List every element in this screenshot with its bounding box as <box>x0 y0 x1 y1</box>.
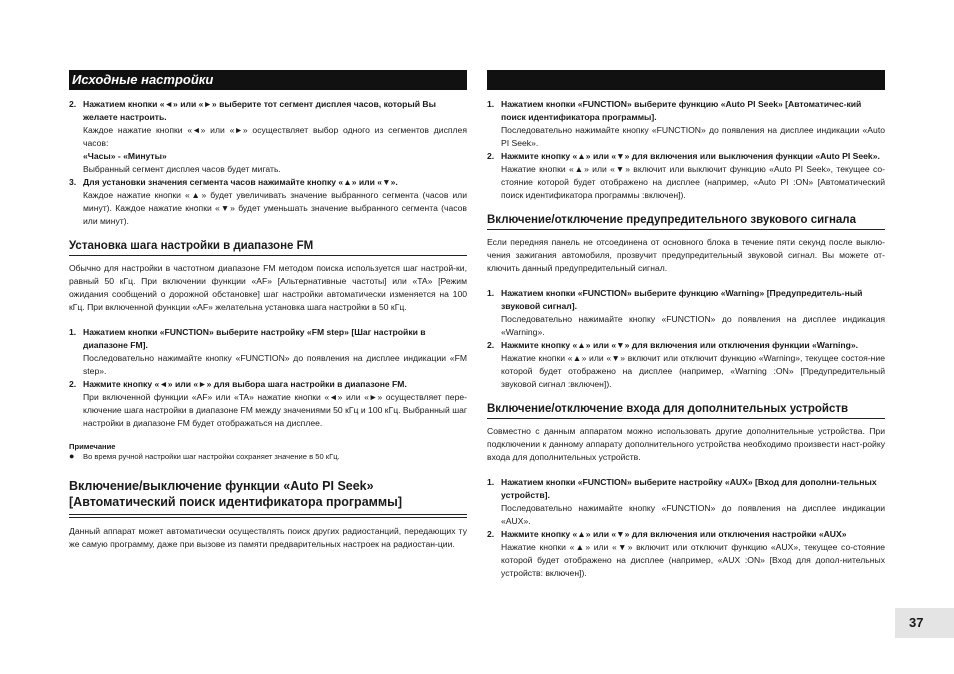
step-desc: Каждое нажатие кнопки «◄» или «►» осуществляет выбор одного из сегментов дисплея часов: <box>83 125 467 148</box>
step-desc: Нажатие кнопки «▲» или «▼» включит или выключит функцию «Auto PI Seek», текущее со-стояние которой будет отображено на дисплее (например, «Auto PI :ON» [Автоматический поиск идентификатора программы :включен]). <box>501 164 885 200</box>
note <box>69 451 467 462</box>
list-item <box>69 98 467 176</box>
step-desc: Каждое нажатие кнопки «▲» будет увеличивать значение выбранного сегмента (часов или минут). Каждое нажатие кнопки «▼» будет уменьшать значение выбранного сегмента (часов или минут). <box>83 190 467 226</box>
note-text: Во время ручной настройки шаг настройки сохраняет значение в 50 кГц. <box>83 452 340 461</box>
list-item <box>69 378 467 430</box>
list-item <box>487 528 885 580</box>
step-number: 2. <box>487 529 495 539</box>
step-desc: Выбранный сегмент дисплея часов будет мигать. <box>83 164 281 174</box>
step-desc: Последовательно нажимайте кнопку «FUNCTION» до появления на дисплее индикации «Auto PI Seek». <box>501 125 885 148</box>
paragraph: Если передняя панель не отсоединена от основного блока в течение пяти секунд после выклю-чения зажигания автомобиля, прозвучит предупредительный звуковой сигнал. Вы можете от-ключить данный предупредительный сигнал. <box>487 237 885 273</box>
step-desc: Последовательно нажимайте кнопку «FUNCTION» до появления на дисплее индикации «AUX». <box>501 503 885 526</box>
divider <box>487 229 885 230</box>
step-desc: Нажатие кнопки «▲» или «▼» включит или отключит функцию «Warning», текущее состоя-ние которой будет отображено на дисплее (например, «Warning :ON» [Предупредительный звуковой сигнал :включен]). <box>501 353 885 389</box>
step-desc: Нажатие кнопки «▲» или «▼» включит или отключит функцию «AUX», текущее со-стояние которой будет отображено на дисплее (например, «AUX :ON» [Вход для допол-нительных устройств: включен]). <box>501 542 885 578</box>
right-column <box>487 70 885 580</box>
section-title-bar: Исходные настройки <box>69 70 467 90</box>
step-lead: Нажмите кнопку «▲» или «▼» для включения или отключения функции «Warning». <box>501 340 859 350</box>
divider <box>69 514 467 518</box>
step-lead: Нажатием кнопки «FUNCTION» выберите функцию «Auto PI Seek» [Автоматичес-кий поиск идентификатора программы]. <box>501 99 862 122</box>
step-number: 1. <box>487 99 495 109</box>
step-number: 2. <box>487 340 495 350</box>
section-title-bar <box>487 70 885 90</box>
step-number: 2. <box>487 151 495 161</box>
paragraph: Совместно с данным аппаратом можно использовать другие дополнительные устройства. При подключении к данному аппарату дополнительного устройства необходимо произвести наст-ройку входа для дополнительных устройств. <box>487 426 885 462</box>
step-number: 2. <box>69 99 77 109</box>
section-heading: Включение/отключение предупредительного звукового сигнала <box>487 214 856 226</box>
step-lead: Нажмите кнопку «▲» или «▼» для включения или отключения настройки «AUX» <box>501 529 847 539</box>
list-item <box>487 98 885 150</box>
step-lead: Для установки значения сегмента часов нажимайте кнопку «▲» или «▼». <box>83 177 398 187</box>
step-number: 1. <box>487 477 495 487</box>
step-desc: «Часы» - «Минуты» <box>83 151 167 161</box>
step-lead: Нажмите кнопку «◄» или «►» для выбора шага настройки в диапазоне FM. <box>83 379 407 389</box>
list-item <box>487 339 885 391</box>
paragraph: Данный аппарат может автоматически осуществлять поиск других радиостанций, передающих ту же самую программу, даже при вызове из памяти предварительных настроек на радиостан-ции. <box>69 526 467 549</box>
note-heading: Примечание <box>69 442 116 451</box>
step-number: 1. <box>69 327 77 337</box>
list-item <box>487 150 885 202</box>
step-lead: Нажатием кнопки «FUNCTION» выберите функцию «Warning» [Предупредитель-ный звуковой сигнал]. <box>501 288 863 311</box>
left-column <box>69 70 467 551</box>
divider <box>487 418 885 419</box>
section-heading: Установка шага настройки в диапазоне FM <box>69 240 314 252</box>
page-number: 37 <box>895 608 954 638</box>
step-lead: Нажатием кнопки «◄» или «►» выберите тот сегмент дисплея часов, который Вы желаете настроить. <box>83 99 436 122</box>
step-number: 2. <box>69 379 77 389</box>
section-heading: Включение/отключение входа для дополнительных устройств <box>487 403 849 415</box>
step-lead: Нажатием кнопки «FUNCTION» выберите настройку «AUX» [Вход для дополни-тельных устройств]. <box>501 477 877 500</box>
step-lead: Нажатием кнопки «FUNCTION» выберите настройку «FM step» [Шаг настройки в диапазоне FM]. <box>83 327 426 350</box>
section-heading: Включение/выключение функции «Auto PI Seek» [Автоматический поиск идентификатора программы] <box>69 479 402 509</box>
bullet-icon: ● <box>69 451 75 461</box>
step-desc: При включенной функции «AF» или «TA» нажатие кнопки «◄» или «►» осуществляет пере-ключение шага настройки в диапазоне FM между значениями 50 кГц и 100 кГц. Выбранный шаг настройки в диапазоне FM будет отображаться на дисплее. <box>83 392 467 428</box>
divider <box>69 255 467 256</box>
list-item <box>487 287 885 339</box>
step-lead: Нажмите кнопку «▲» или «▼» для включения или выключения функции «Auto PI Seek». <box>501 151 880 161</box>
list-item <box>487 476 885 528</box>
step-number: 3. <box>69 177 77 187</box>
step-number: 1. <box>487 288 495 298</box>
list-item <box>69 176 467 228</box>
step-desc: Последовательно нажимайте кнопку «FUNCTION» до появления на дисплее индикация «Warning». <box>501 314 885 337</box>
step-desc: Последовательно нажимайте кнопку «FUNCTION» до появления на дисплее индикации «FM step». <box>83 353 467 376</box>
paragraph: Обычно для настройки в частотном диапазоне FM методом поиска используется шаг настрой-ки, равный 50 кГц. При включении функции «AF» [Альтернативные частоты] или «TA» [Режим ожидания сообщений о дорожной обстановке] шаг настройки автоматически изменяется на 100 кГц. При включенной функции «AF» желательна установка шага настройки в 50 кГц. <box>69 263 467 312</box>
list-item <box>69 326 467 378</box>
